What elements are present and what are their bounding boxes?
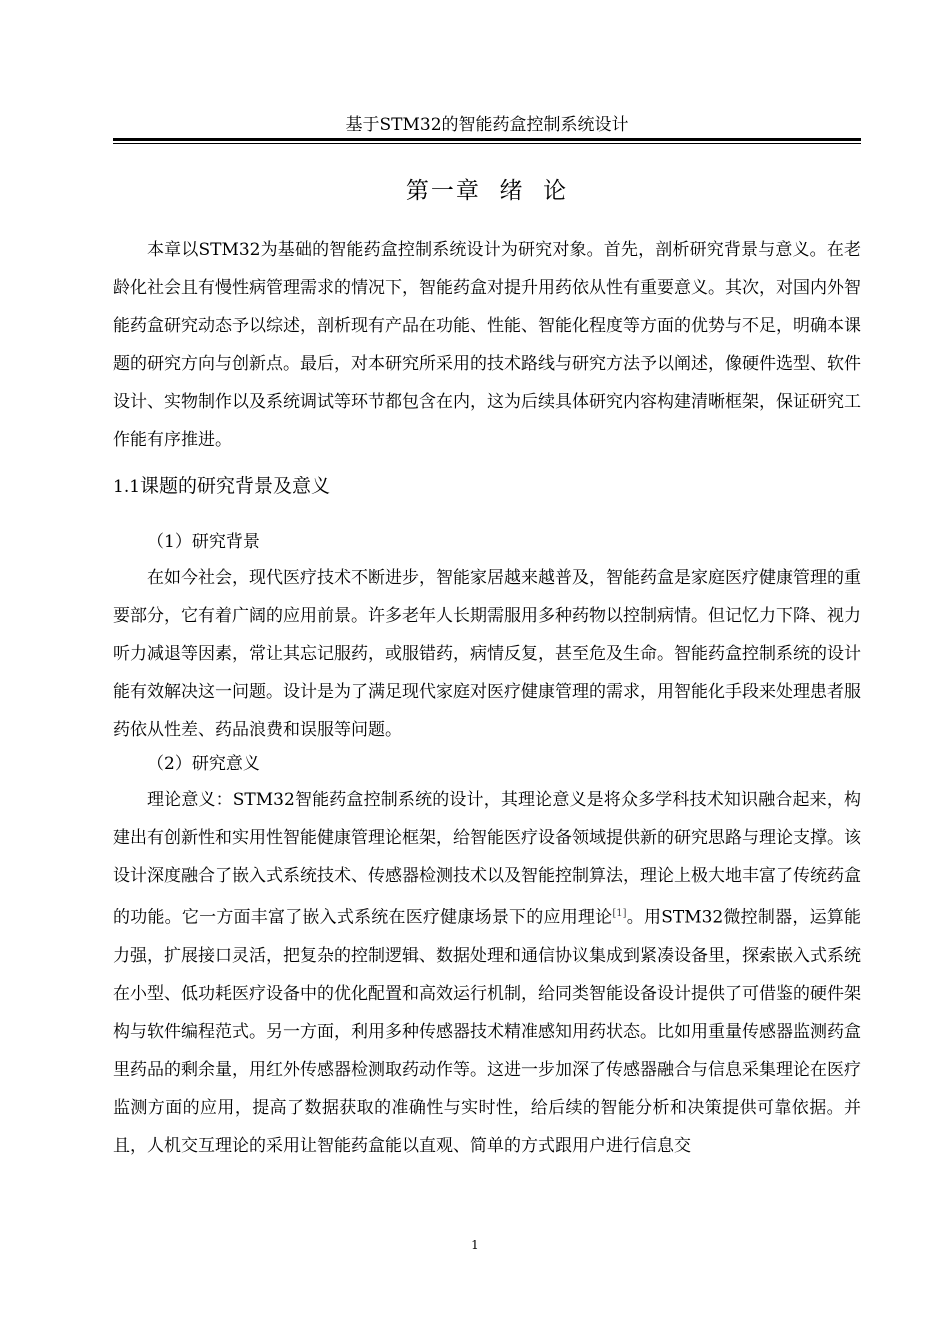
section-title: 课题的研究背景及意义: [140, 475, 331, 497]
background-paragraph: 在如今社会，现代医疗技术不断进步，智能家居越来越普及，智能药盒是家庭医疗健康管理的重要部分，它有着广阔的应用前景。许多老年人长期需服用多种药物以控制病情。但记忆力下降、视力听力减退等因素，常让其忘记服药，或服错药，病情反复，甚至危及生命。智能药盒控制系统的设计能有效解决这一问题。设计是为了满足现代家庭对医疗健康管理的需求，用智能化手段来处理患者服药依从性差、药品浪费和误服等问题。: [113, 568, 861, 740]
header-rule-thick: [113, 138, 861, 141]
section-number: 1.1: [113, 477, 141, 497]
running-header: 基于STM32的智能药盒控制系统设计: [345, 115, 629, 135]
background-heading: （1）研究背景: [147, 532, 260, 552]
significance-heading: （2）研究意义: [147, 754, 260, 774]
significance-text-part2: 。用STM32微控制器，运算能力强，扩展接口灵活，把复杂的控制逻辑、数据处理和通信协议集成到紧凑设备里，探索嵌入式系统在小型、低功耗医疗设备中的优化配置和高效运行机制，给同类智能设备设计提供了可借鉴的硬件架构与软件编程范式。另一方面，利用多种传感器技术精准感知用药状态。比如用重量传感器监测药盒里药品的剩余量，用红外传感器检测取药动作等。这进一步加深了传感器融合与信息采集理论在医疗监测方面的应用，提高了数据获取的准确性与实时性，给后续的智能分析和决策提供可靠依据。并且，人机交互理论的采用让智能药盒能以直观、简单的方式跟用户进行信息交: [113, 907, 862, 1156]
chapter-title: 第一章 绪 论: [405, 178, 569, 204]
page-number: 1: [471, 1238, 479, 1252]
significance-paragraph: [113, 781, 861, 1165]
section-heading: [113, 472, 330, 501]
significance-text-part1: 理论意义：STM32智能药盒控制系统的设计，其理论意义是将众多学科技术知识融合起来，构建出有创新性和实用性智能健康管理论框架，给智能医疗设备领域提供新的研究思路与理论支撑。该设计深度融合了嵌入式系统技术、传感器检测技术以及智能控制算法，理论上极大地丰富了传统药盒的功能。它一方面丰富了嵌入式系统在医疗健康场景下的应用理论: [113, 790, 861, 928]
citation-marker[interactable]: [1]: [612, 908, 627, 919]
intro-paragraph: 本章以STM32为基础的智能药盒控制系统设计为研究对象。首先，剖析研究背景与意义。在老龄化社会且有慢性病管理需求的情况下，智能药盒对提升用药依从性有重要意义。其次，对国内外智能药盒研究动态予以综述，剖析现有产品在功能、性能、智能化程度等方面的优势与不足，明确本课题的研究方向与创新点。最后，对本研究所采用的技术路线与研究方法予以阐述，像硬件选型、软件设计、实物制作以及系统调试等环节都包含在内，这为后续具体研究内容构建清晰框架，保证研究工作能有序推进。: [113, 240, 861, 450]
header-rule-thin: [113, 143, 861, 144]
